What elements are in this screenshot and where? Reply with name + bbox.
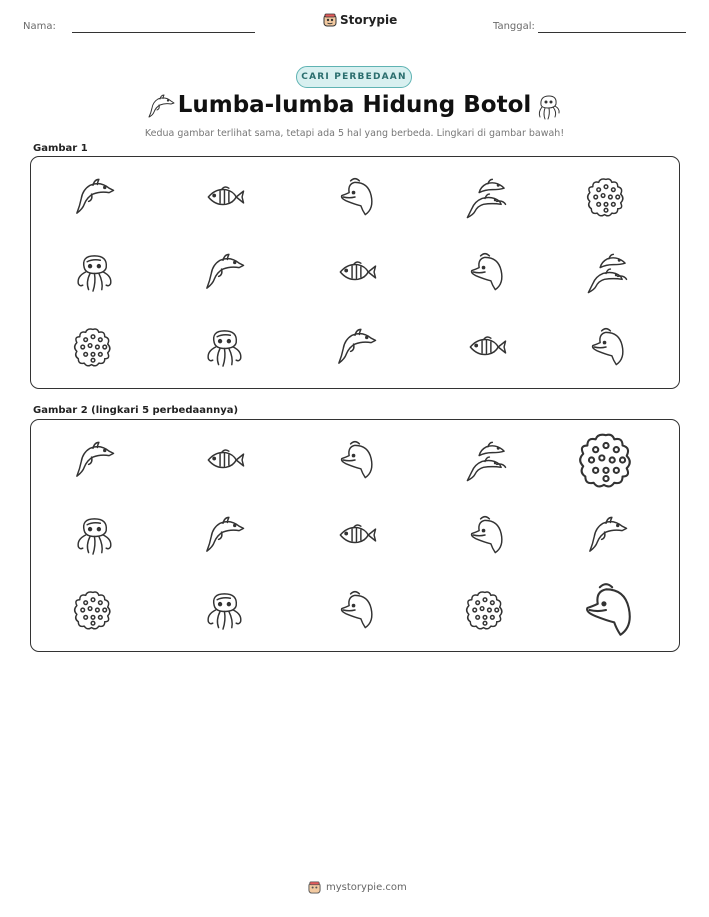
fish-icon[interactable]: [201, 438, 245, 482]
fish-icon: [333, 250, 377, 294]
panel2-label: Gambar 2 (lingkari 5 perbedaannya): [33, 405, 239, 416]
dolphin-head-icon[interactable]: [333, 588, 377, 632]
fish-icon: [201, 175, 245, 219]
instructions: Kedua gambar terlihat sama, tetapi ada 5 hal yang berbeda. Lingkari di gambar bawah!: [144, 128, 565, 139]
panel1-label: Gambar 1: [33, 143, 88, 154]
fish-icon: [463, 325, 507, 369]
dolphin-head-icon[interactable]: [463, 513, 507, 557]
date-field[interactable]: [538, 32, 686, 33]
name-label: Nama:: [23, 21, 56, 32]
date-label: Tanggal:: [493, 21, 535, 32]
coral-icon: [71, 325, 115, 369]
brand-name: Storypie: [340, 13, 398, 27]
dolphin-head-icon: [333, 175, 377, 219]
footer-site: mystorypie.com: [326, 882, 407, 893]
storypie-logo-icon: [308, 881, 321, 894]
dolphin-icon: [201, 250, 245, 294]
dolphin-icon: [71, 175, 115, 219]
coral-icon[interactable]: [71, 588, 115, 632]
picture-panel-2[interactable]: [30, 419, 680, 652]
activity-tag: CARI PERBEDAAN: [296, 66, 412, 88]
octopus-icon[interactable]: [71, 513, 115, 557]
dolphin-icon: [333, 325, 377, 369]
dolphin-head-icon[interactable]: [333, 438, 377, 482]
dolphin-icon[interactable]: [71, 438, 115, 482]
dolphin-pair-icon[interactable]: [463, 438, 507, 482]
dolphin-head-icon[interactable]: [575, 579, 637, 641]
coral-icon[interactable]: [575, 429, 637, 491]
octopus-icon: [533, 92, 563, 122]
picture-panel-1: [30, 156, 680, 389]
octopus-icon[interactable]: [201, 588, 245, 632]
dolphin-icon[interactable]: [201, 513, 245, 557]
dolphin-head-icon: [463, 250, 507, 294]
footer: [308, 881, 407, 894]
dolphin-pair-icon: [463, 175, 507, 219]
coral-icon[interactable]: [463, 588, 507, 632]
name-field[interactable]: [72, 32, 255, 33]
brand-logo: [323, 13, 397, 27]
dolphin-pair-icon: [584, 250, 628, 294]
storypie-logo-icon: [323, 13, 337, 27]
page-title: Lumba-lumba Hidung Botol: [177, 92, 532, 118]
octopus-icon: [201, 325, 245, 369]
dolphin-icon[interactable]: [584, 513, 628, 557]
octopus-icon: [71, 250, 115, 294]
dolphin-head-icon: [584, 325, 628, 369]
fish-icon[interactable]: [333, 513, 377, 557]
coral-icon: [584, 175, 628, 219]
